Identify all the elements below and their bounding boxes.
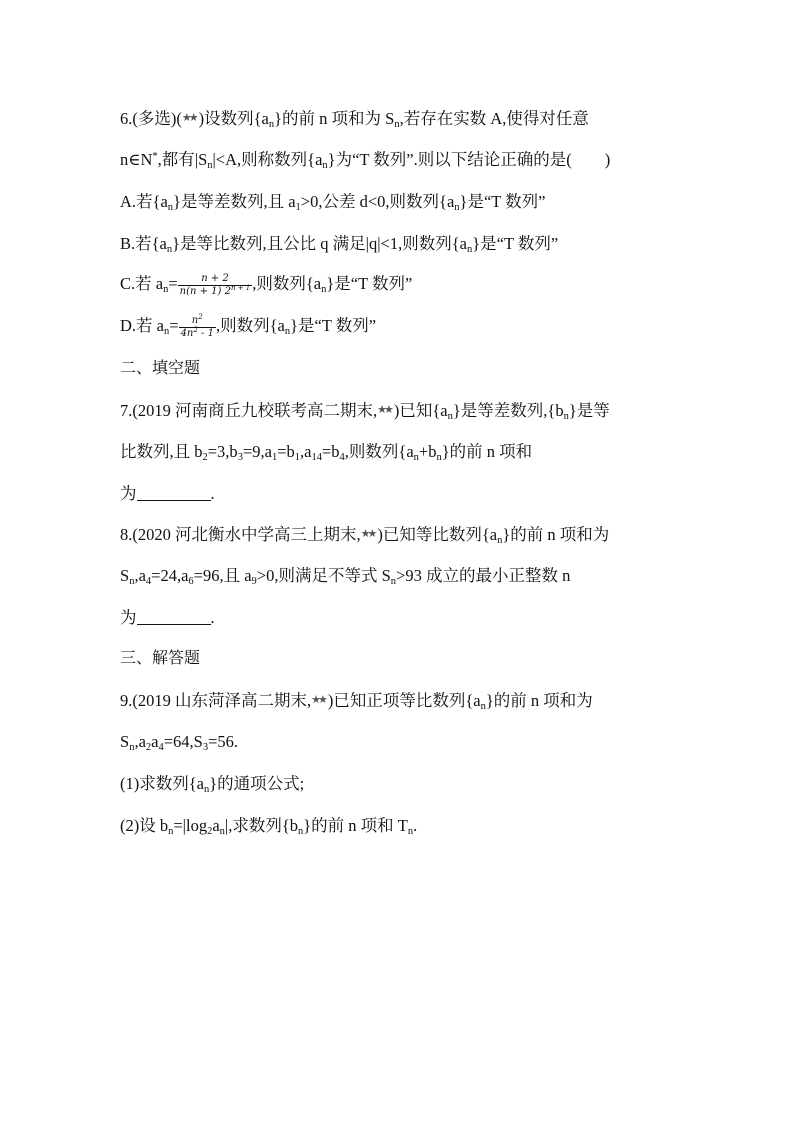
q8-line-1: 8.(2020 河北衡水中学高三上期末,★★ )已知等比数列$\{a_n\}$的前 n 项和为 — [120, 522, 609, 547]
section-heading-fill-in: 二、填空题 — [120, 358, 201, 377]
q6-line-1: 6.(多选)(★★ )设数列$\{a_n\}$的前 n 项和为 $S_n$,若存在实数 A,使得对任意 — [120, 106, 589, 131]
q9-line-1: 9.(2019 山东菏泽高二期末,★★ )已知正项等比数列$\{a_n\}$的前 n 项和为 — [120, 688, 593, 713]
q7-line-2: 比数列,且 $b_2=3,b_3=9,a_1=b_1,a_{14}=b_4$,则数列$\{a_n+b_n\}$的前 n 项和 — [120, 442, 533, 463]
q6-line-2: n∈N*,都有$|S_n|<A$,则称数列$\{a_n\}$为“T 数列”.则以下结论正确的是( ) — [120, 150, 611, 171]
q8-line-2: $S_n,a_4=24,a_6=96$,且 $a_9>0$,则满足不等式 $S_n>93$ 成立的最小正整数 n — [120, 566, 571, 587]
q6-option-d: D.若 $a_n=$ $\frac{n^2}{4n^2 - 1}$ ,则数列$\{a_n\}$是“T 数列” — [120, 312, 377, 339]
fraction: $\frac{n + 2}{n(n + 1) 2^{n + 1}}$ — [179, 272, 251, 297]
q7-line-3: 为 . — [120, 484, 215, 503]
difficulty-star-icon: ★★ — [377, 404, 391, 416]
q7-line-1: 7.(2019 河南商丘九校联考高二期末,★★ )已知$\{a_n\}$是等差数列$,\{b_n\}$是等 — [120, 398, 610, 423]
answer-blank[interactable] — [137, 484, 211, 501]
q9-part-1: (1)求数列$\{a_n\}$的通项公式; — [120, 774, 305, 795]
answer-blank[interactable] — [137, 608, 211, 625]
q6-option-b: B.若$\{a_n\}$是等比数列,且公比 q 满足|q|<1,则数列$\{a_n\}$是“T 数列” — [120, 234, 559, 255]
q9-part-2: (2)设 $b_n=|\log_2a_n|$,求数列$\{b_n\}$的前 n 项和 $T_n$. — [120, 816, 418, 837]
q6-label: 6.(多选)( — [120, 109, 182, 128]
difficulty-star-icon: ★★ — [181, 112, 196, 124]
q9-line-2: $S_n,a_2a_4=64,S_3=56$. — [120, 732, 239, 753]
fraction: $\frac{n^2}{4n^2 - 1}$ — [180, 312, 214, 339]
difficulty-star-icon: ★★ — [311, 694, 325, 706]
q6-option-a: A.若$\{a_n\}$是等差数列,且 $a_1>0$,公差 d<0,则数列$\{a_n\}$是“T 数列” — [120, 192, 546, 213]
section-heading-solution: 三、解答题 — [120, 648, 201, 667]
q6-option-c: C.若 $a_n=$ $\frac{n + 2}{n(n + 1) 2^{n + 1}}$ ,则数列$\{a_n\}$是“T 数列” — [120, 272, 413, 297]
difficulty-star-icon: ★★ — [360, 528, 375, 540]
q8-line-3: 为 . — [120, 608, 215, 627]
